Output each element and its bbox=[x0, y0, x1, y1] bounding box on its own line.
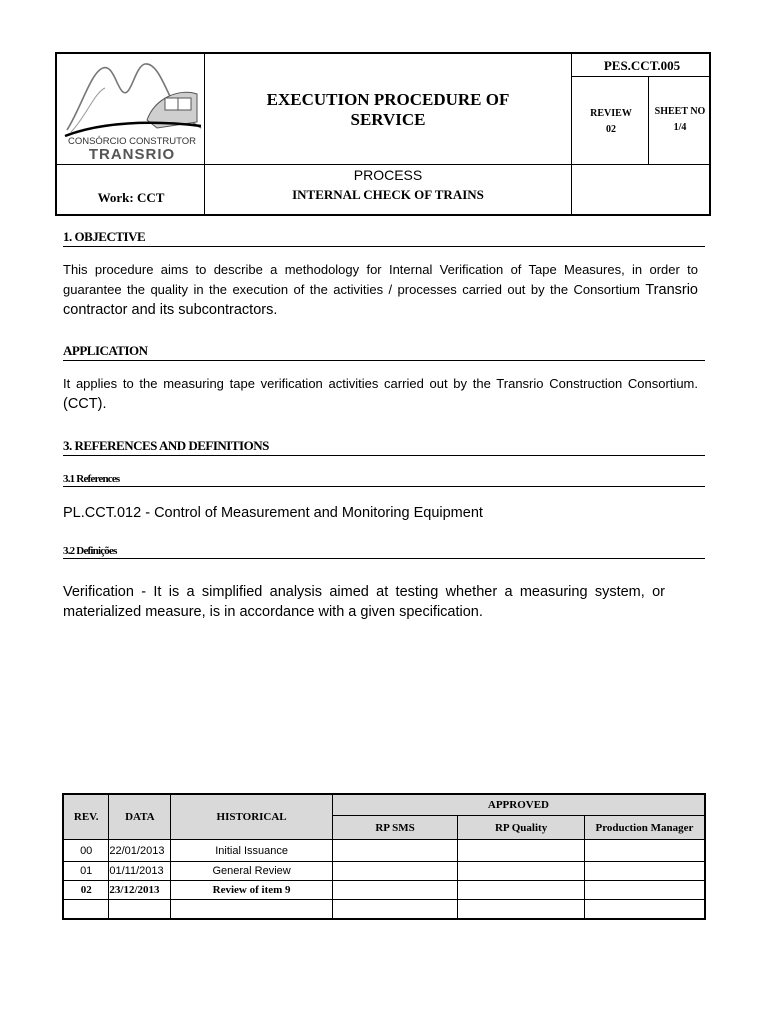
row-rev: 00 bbox=[63, 840, 109, 862]
process-label: PROCESS bbox=[353, 167, 423, 183]
row-empty bbox=[584, 900, 705, 920]
row-empty bbox=[458, 900, 585, 920]
production-manager-column-header: Production Manager bbox=[584, 816, 705, 840]
header-divider bbox=[57, 164, 709, 165]
document-header bbox=[55, 52, 711, 216]
row-empty bbox=[109, 900, 171, 920]
header-divider bbox=[571, 54, 572, 214]
section-heading-references: 3. REFERENCES AND DEFINITIONS bbox=[63, 438, 705, 456]
row-rp-sms bbox=[332, 862, 457, 881]
application-text bbox=[63, 374, 698, 414]
row-rp-quality bbox=[458, 840, 585, 862]
rp-quality-column-header: RP Quality bbox=[458, 816, 585, 840]
section-heading-application: APPLICATION bbox=[63, 343, 705, 361]
row-empty bbox=[332, 900, 457, 920]
row-rev: 02 bbox=[63, 881, 109, 900]
sheet-label: SHEET NO bbox=[654, 106, 706, 117]
objective-text-end: Transrio contractor and its subcontractors. bbox=[63, 282, 698, 318]
row-empty bbox=[63, 900, 109, 920]
row-date: 01/11/2013 bbox=[109, 862, 171, 881]
subsection-heading-definitions: 3.2 Definições bbox=[63, 545, 705, 559]
header-divider bbox=[571, 76, 709, 77]
definitions-text: Verification - It is a simplified analysis aimed at testing whether a measuring system, or materialized measure, is in accordance with a given specification. bbox=[63, 584, 665, 620]
review-label: REVIEW bbox=[590, 108, 632, 119]
table-row bbox=[63, 881, 705, 900]
row-rp-quality bbox=[458, 862, 585, 881]
table-row bbox=[63, 900, 705, 920]
subsection-heading-references: 3.1 References bbox=[63, 473, 705, 487]
row-production-manager bbox=[584, 840, 705, 862]
revision-table bbox=[62, 793, 706, 920]
svg-text:TRANSRIO: TRANSRIO bbox=[88, 146, 176, 162]
transrio-logo-icon bbox=[61, 58, 203, 162]
review-value: 02 bbox=[606, 124, 616, 135]
table-row bbox=[63, 840, 705, 862]
table-header-row bbox=[63, 794, 705, 816]
application-text-end: (CCT). bbox=[63, 396, 107, 412]
row-rp-sms bbox=[332, 881, 457, 900]
objective-text-main: This procedure aims to describe a methodology for Internal Verification of Tape Measures, in order to guarantee the quality in the execution of the activities / processes carried out by the Consortium bbox=[63, 262, 698, 297]
document-code: PES.CCT.005 bbox=[603, 58, 681, 73]
row-rp-quality bbox=[458, 881, 585, 900]
rp-sms-column-header: RP SMS bbox=[332, 816, 457, 840]
historical-column-header: HISTORICAL bbox=[171, 794, 333, 840]
row-date: 22/01/2013 bbox=[109, 840, 171, 862]
rev-column-header: REV. bbox=[63, 794, 109, 840]
row-production-manager bbox=[584, 862, 705, 881]
section-heading-objective: 1. OBJECTIVE bbox=[63, 229, 705, 247]
approved-column-header: APPROVED bbox=[332, 794, 705, 816]
work-label: Work: CCT bbox=[97, 190, 165, 205]
process-name: INTERNAL CHECK OF TRAINS bbox=[292, 187, 484, 202]
row-rp-sms bbox=[332, 840, 457, 862]
row-empty bbox=[171, 900, 333, 920]
row-historical: Initial Issuance bbox=[171, 840, 333, 862]
sheet-value: 1/4 bbox=[673, 122, 687, 133]
svg-text:CONSÓRCIO CONSTRUTOR: CONSÓRCIO CONSTRUTOR bbox=[67, 136, 197, 147]
date-column-header: DATA bbox=[109, 794, 171, 840]
table-row bbox=[63, 862, 705, 881]
document-title: EXECUTION PROCEDURE OF SERVICE bbox=[266, 90, 510, 129]
row-production-manager bbox=[584, 881, 705, 900]
row-historical: General Review bbox=[171, 862, 333, 881]
sheet-field bbox=[649, 104, 711, 136]
application-text-main: It applies to the measuring tape verification activities carried out by the Transrio Construction Consortium. bbox=[63, 376, 698, 391]
company-logo bbox=[61, 58, 203, 162]
references-text: PL.CCT.012 - Control of Measurement and Monitoring Equipment bbox=[63, 505, 483, 521]
objective-text bbox=[63, 260, 698, 320]
row-historical: Review of item 9 bbox=[171, 881, 333, 900]
row-rev: 01 bbox=[63, 862, 109, 881]
review-field bbox=[573, 106, 649, 138]
row-date: 23/12/2013 bbox=[109, 881, 171, 900]
